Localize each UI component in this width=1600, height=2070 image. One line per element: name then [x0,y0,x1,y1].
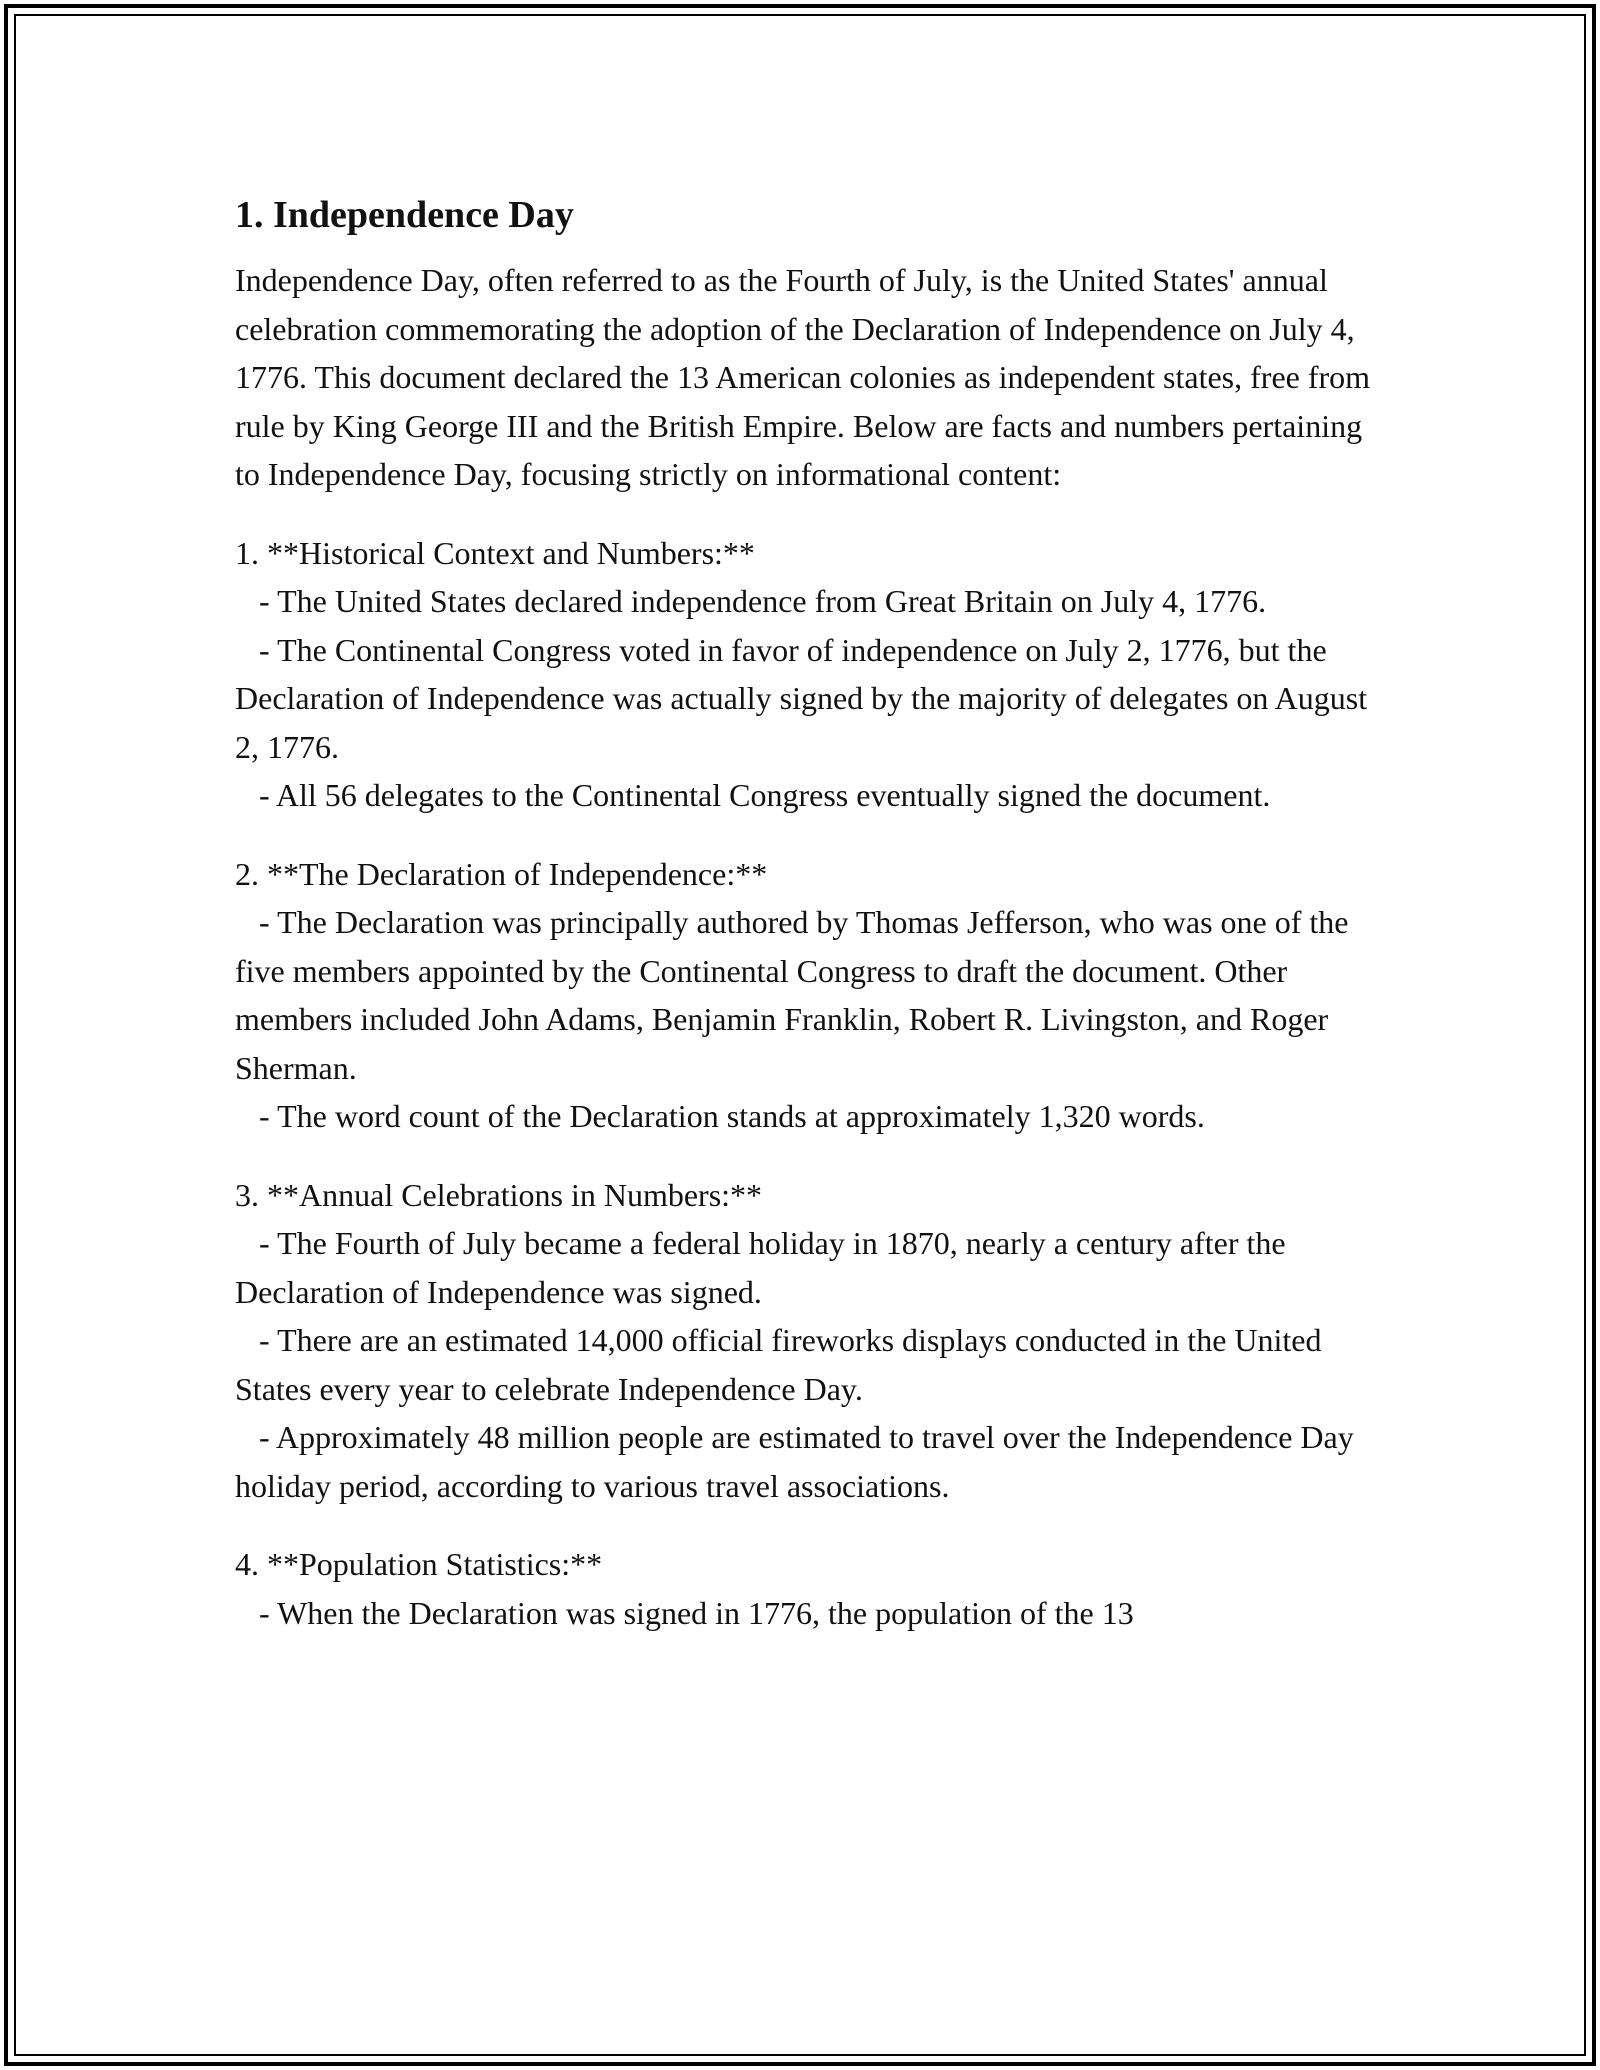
list-item: - The Declaration was principally authored by Thomas Jefferson, who was one of the five members appointed by the Continental Congress to draft the document. Other members included John Adams, Benjamin Franklin, Robert R. Livingston, and Roger Sherman. [235,904,1357,1086]
section-title: 2. **The Declaration of Independence:** [235,855,768,892]
section-annual-celebrations [235,1171,1375,1511]
section-declaration [235,850,1375,1141]
document-heading: 1. Independence Day [235,194,574,236]
intro-paragraph: Independence Day, often referred to as the Fourth of July, is the United States' annual celebration commemorating the adoption of the Declaration of Independence on July 4, 1776. This document declared the 13 American colonies as independent states, free from rule by King George III and the British Empire. Below are facts and numbers pertaining to Independence Day, focusing strictly on informational content: [235,262,1379,492]
list-item: - When the Declaration was signed in 1776, the population of the 13 [235,1594,1134,1631]
list-item: - Approximately 48 million people are estimated to travel over the Independence Day holiday period, according to various travel associations. [235,1419,1362,1504]
list-item: - All 56 delegates to the Continental Congress eventually signed the document. [235,777,1271,813]
list-item: - The Continental Congress voted in favor of independence on July 2, 1776, but the Declaration of Independence was actually signed by the majority of delegates on August 2, 1776. [235,631,1376,765]
section-historical-context [235,529,1375,820]
section-title: 1. **Historical Context and Numbers:** [235,534,755,571]
section-title: 3. **Annual Celebrations in Numbers:** [235,1176,763,1213]
list-item: - The United States declared independence from Great Britain on July 4, 1776. [235,583,1267,619]
list-item: - There are an estimated 14,000 official fireworks displays conducted in the United States every year to celebrate Independence Day. [235,1322,1330,1407]
list-item: - The word count of the Declaration stands at approximately 1,320 words. [235,1098,1205,1134]
section-population-statistics [235,1540,1375,1637]
section-title: 4. **Population Statistics:** [235,1546,603,1582]
list-item: - The Fourth of July became a federal holiday in 1870, nearly a century after the Declaration of Independence was signed. [235,1225,1294,1310]
document-body [235,186,1379,1637]
